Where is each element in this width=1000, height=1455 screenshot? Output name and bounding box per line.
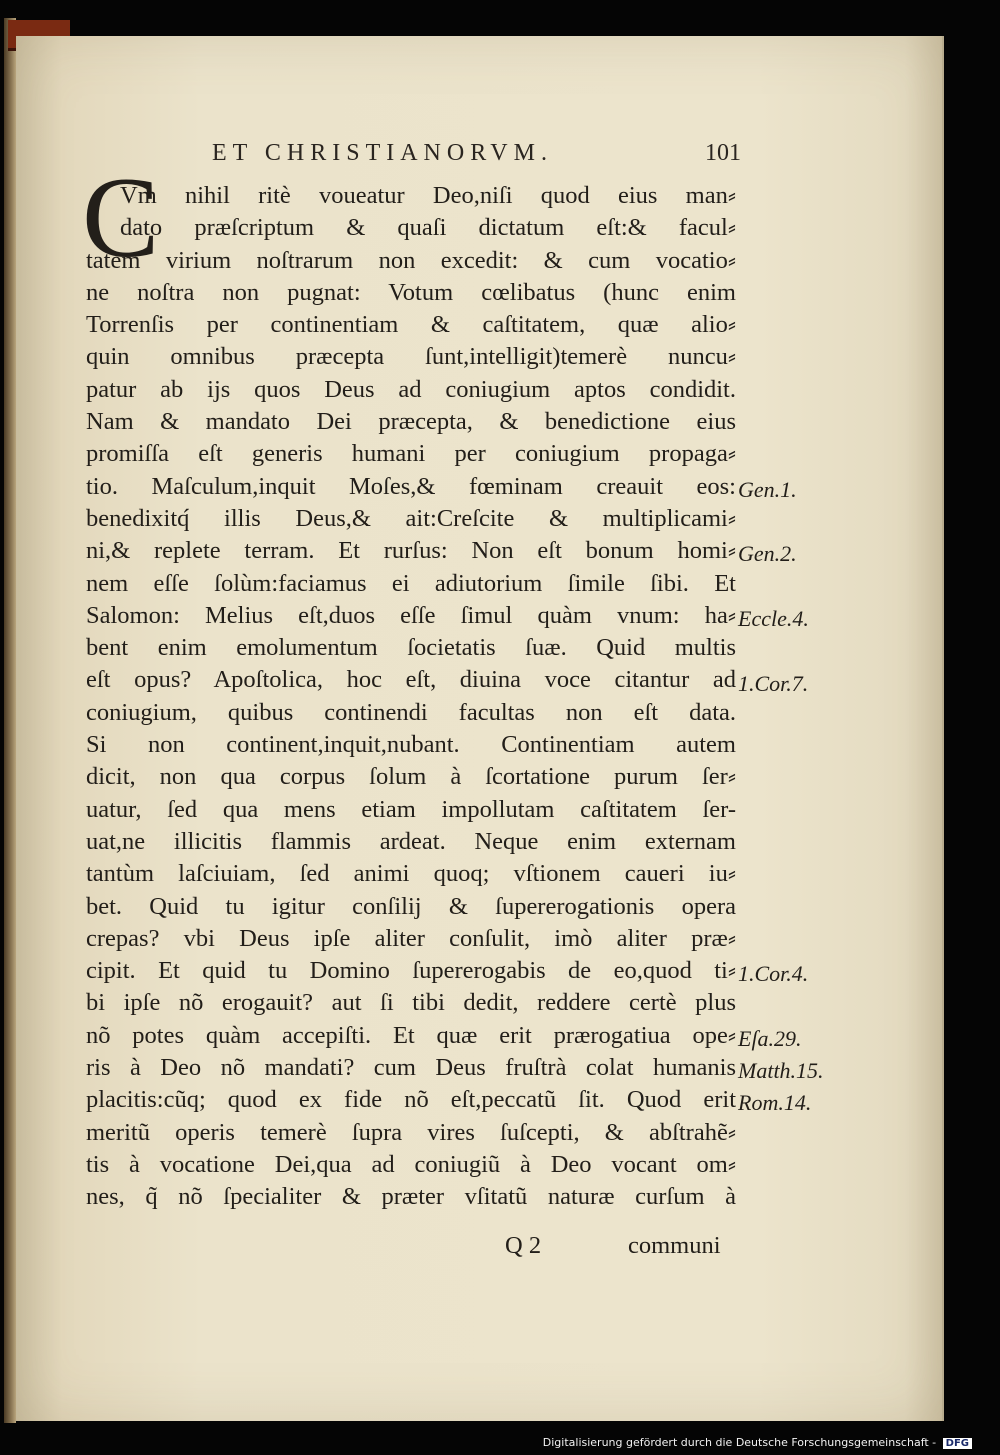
- text-line: Si non continent,inquit,nubant. Continentiam autem: [86, 731, 736, 759]
- page-number: 101: [705, 140, 741, 166]
- text-line: dato præſcriptum & quaſi dictatum eſt:& facul⸗: [120, 214, 736, 242]
- text-line: tis à vocatione Dei,qua ad coniugiũ à Deo vocant om⸗: [86, 1150, 736, 1178]
- text-line: promiſſa eſt generis humani per coniugium propaga⸗: [86, 440, 736, 468]
- margin-note: Eſa.29.: [738, 1025, 802, 1051]
- text-line: bet. Quid tu igitur conſilij & ſupererogationis opera: [86, 892, 736, 920]
- text-line: tio. Maſculum,inquit Moſes,& fœminam creauit eos:: [86, 472, 736, 500]
- text-line: nes, q̃ nõ ſpecialiter & præter vſitatũ naturæ curſum à: [86, 1183, 736, 1211]
- text-line: Salomon: Melius eſt,duos eſſe ſimul quàm vnum: ha⸗: [86, 601, 736, 629]
- book-edge: [4, 18, 16, 1423]
- running-head: ET CHRISTIANORVM.: [212, 140, 553, 166]
- catchword: communi: [628, 1232, 721, 1259]
- margin-note: Gen.2.: [738, 541, 797, 567]
- text-line: tatem virium noſtrarum non excedit: & cum vocatio⸗: [86, 246, 736, 274]
- margin-note: Gen.1.: [738, 476, 797, 502]
- text-line: patur ab ijs quos Deus ad coniugium aptos condidit.: [86, 375, 736, 403]
- text-line: ni,& replete terram. Et rurſus: Non eſt bonum homi⸗: [86, 537, 736, 565]
- text-line: uatur, ſed qua mens etiam impollutam caſtitatem ſer-: [86, 795, 736, 823]
- margin-note: Eccle.4.: [738, 605, 809, 631]
- text-line: coniugium, quibus continendi facultas non eſt data.: [86, 698, 736, 726]
- dfg-logo: DFG: [943, 1438, 972, 1449]
- text-line: ne noſtra non pugnat: Votum cœlibatus (hunc enim: [86, 278, 736, 306]
- text-line: ris à Deo nõ mandati? cum Deus fruſtrà colat humanis: [86, 1054, 736, 1082]
- text-line: Torrenſis per continentiam & caſtitatem, quæ alio⸗: [86, 311, 736, 339]
- text-line: eſt opus? Apoſtolica, hoc eſt, diuina voce citantur ad: [86, 666, 736, 694]
- text-line: bent enim emolumentum ſocietatis ſuæ. Quid multis: [86, 634, 736, 662]
- text-line: nõ potes quàm accepiſti. Et quæ erit prærogatiua ope⸗: [86, 1021, 736, 1049]
- text-line: tantùm laſciuiam, ſed animi quoq; vſtionem caueri iu⸗: [86, 860, 736, 888]
- margin-note: 1.Cor.4.: [738, 961, 809, 987]
- body-text: [86, 180, 736, 1214]
- marginal-references: [738, 0, 848, 1455]
- text-line: nem eſſe ſolùm:faciamus ei adiutorium ſimile ſibi. Et: [86, 569, 736, 597]
- text-line: uat,ne illicitis flammis ardeat. Neque enim externam: [86, 827, 736, 855]
- digitization-credit: [543, 1436, 972, 1449]
- margin-note: Rom.14.: [738, 1090, 812, 1116]
- text-line: meritũ operis temerè ſupra vires ſuſcepti, & abſtrahẽ⸗: [86, 1118, 736, 1146]
- text-line: bi ipſe nõ erogauit? aut ſi tibi dedit, reddere certè plus: [86, 989, 736, 1017]
- text-line: dicit, non qua corpus ſolum à ſcortatione purum ſer⸗: [86, 763, 736, 791]
- text-line: quin omnibus præcepta ſunt,intelligit)temerè nuncu⸗: [86, 343, 736, 371]
- text-line: crepas? vbi Deus ipſe aliter conſulit, imò aliter præ⸗: [86, 924, 736, 952]
- text-line: benedixitq́ illis Deus,& ait:Creſcite & multiplicami⸗: [86, 504, 736, 532]
- text-line: cipit. Et quid tu Domino ſupererogabis de eo,quod ti⸗: [86, 957, 736, 985]
- text-line: placitis:cũq; quod ex fide nõ eſt,peccatũ ſit. Quod erit: [86, 1086, 736, 1114]
- margin-note: 1.Cor.7.: [738, 670, 809, 696]
- drop-capital: C: [82, 154, 160, 282]
- text-line: Vm nihil ritè voueatur Deo,niſi quod eius man⸗: [120, 182, 736, 209]
- signature-mark: Q 2: [505, 1232, 542, 1259]
- text-line: Nam & mandato Dei præcepta, & benedictione eius: [86, 408, 736, 436]
- margin-note: Matth.15.: [738, 1058, 824, 1084]
- credit-text: Digitalisierung gefördert durch die Deutsche Forschungsgemeinschaft -: [542, 1436, 937, 1449]
